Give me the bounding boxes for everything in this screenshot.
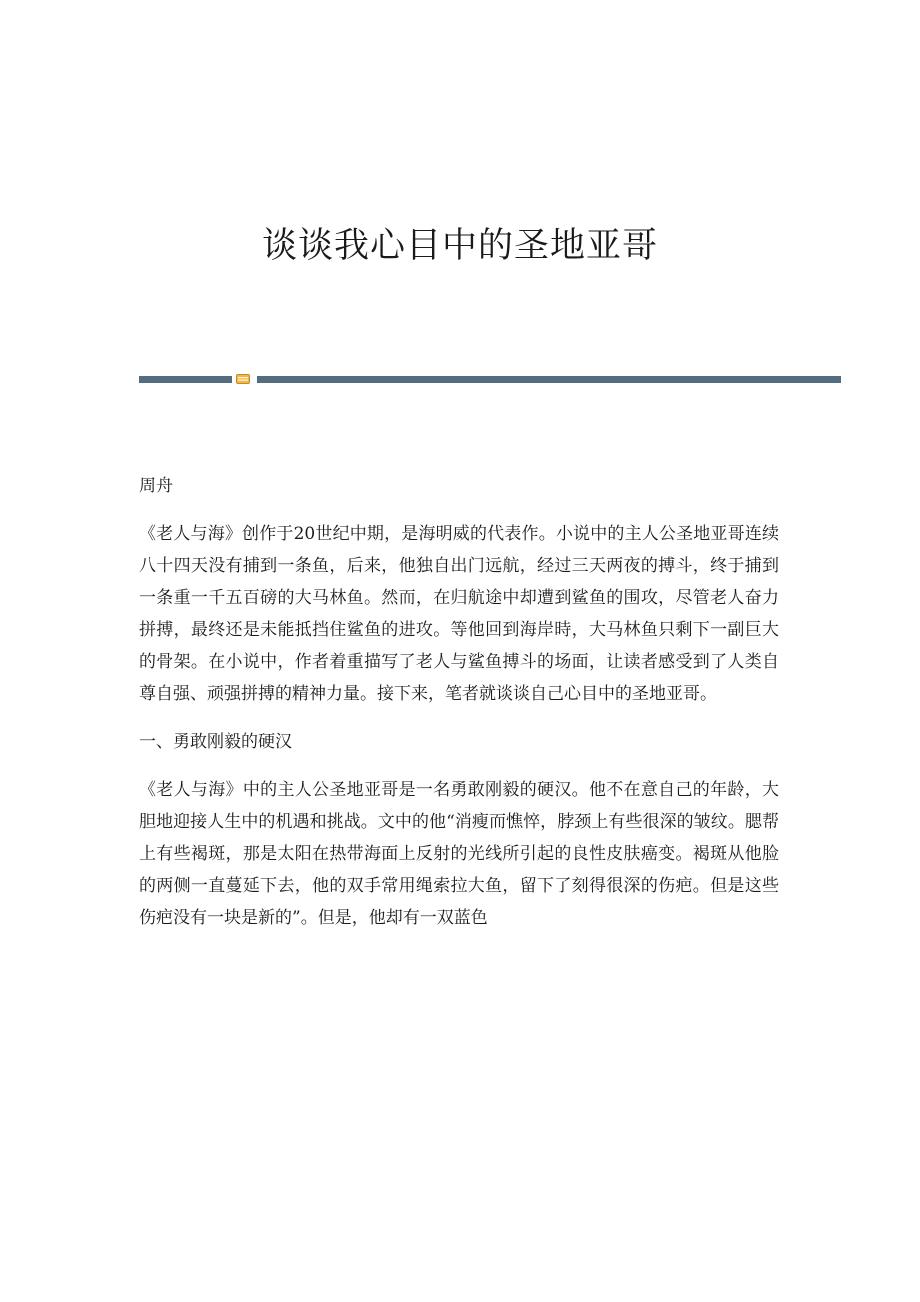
tag-icon — [236, 374, 250, 384]
divider-bar-right — [257, 376, 841, 383]
document-title: 谈谈我心目中的圣地亚哥 — [261, 226, 658, 266]
section-paragraph: 《老人与海》中的主人公圣地亚哥是一名勇敢刚毅的硬汉。他不在意自己的年龄，大胆地迎接人生中的机遇和挑战。文中的他“消瘦而憔悴，脖颈上有些很深的皱纹。腮帮上有些褐斑，那是太阳在热带海面上反射的光线所引起的良性皮肤癌变。褐斑从他脸的两侧一直蔓延下去，他的双手常用绳索拉大鱼，留下了刻得很深的伤疤。但是这些伤疤没有一块是新的”。但是，他却有一双蓝色 — [139, 780, 779, 928]
author-name: 周舟 — [139, 476, 173, 496]
intro-paragraph: 《老人与海》创作于20世纪中期，是海明威的代表作。小说中的主人公圣地亚哥连续八十四天没有捕到一条鱼，后来，他独自出门远航，经过三天两夜的搏斗，终于捕到一条重一千五百磅的大马林鱼。然而，在归航途中却遭到鲨鱼的围攻，尽管老人奋力拼搏，最终还是未能抵挡住鲨鱼的进攻。等他回到海岸時，大马林鱼只剩下一副巨大的骨架。在小说中，作者着重描写了老人与鲨鱼搏斗的场面，让读者感受到了人类自尊自强、顽强拼搏的精神力量。接下来，笔者就谈谈自己心目中的圣地亚哥。 — [139, 524, 779, 704]
title-divider — [139, 374, 841, 384]
divider-bar-left — [139, 376, 232, 383]
section-heading: 一、勇敢刚毅的硬汉 — [139, 732, 292, 752]
document-body — [139, 470, 779, 950]
